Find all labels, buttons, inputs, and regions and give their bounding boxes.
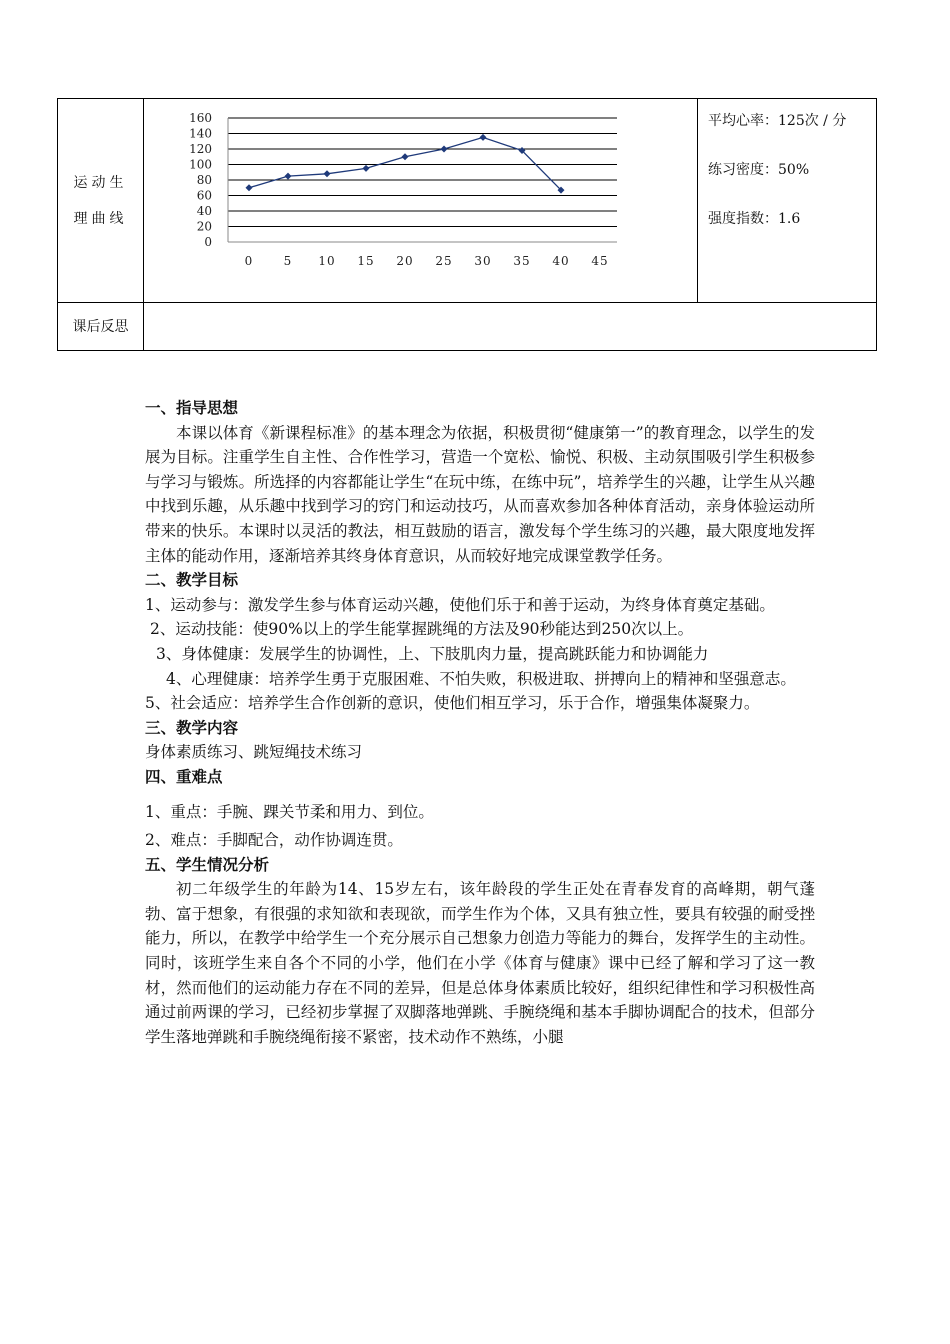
x-tick-label: 5: [283, 254, 293, 268]
section-5-title: 五、学生情况分析: [145, 854, 270, 874]
data-point: [285, 173, 292, 180]
data-point: [402, 153, 409, 160]
lesson-table: [57, 98, 877, 351]
reflection-row: [58, 303, 877, 351]
chart-cell: [144, 99, 698, 303]
y-tick-label: 20: [196, 219, 212, 234]
key-point: 1、重点：手腕、踝关节柔和用力、到位。: [145, 802, 434, 821]
section-1-title: 一、指导思想: [145, 398, 239, 417]
x-tick-label: 25: [435, 254, 453, 268]
student-analysis-text: 初二年级学生的年龄为14、15岁左右，该年龄段的学生正处在青春发育的高峰期，朝气蓬勃、富于想象，有很强的求知欲和表现欲，而学生作为个体，又具有独立性，要具有较强的耐受挫能力，所以，在教学中给学生一个充分展示自己想象力创造力等能力的舞台，发挥学生的主动性。同时，该班学生来自各个不同的小学，他们在小学《体育与健康》课中已经了解和学习了这一教材，然而他们的运动能力存在不同的差异，但是总体身体素质比较好，组织纪律性和学习积极性高通过前两课的学习，已经初步掌握了双脚落地弹跳、手腕绕绳和基本手脚协调配合的技术，但部分学生落地弹跳和手腕绕绳衔接不紧密，技术动作不熟练，小腿: [145, 880, 815, 1046]
x-tick-label: 30: [474, 254, 492, 268]
x-tick-label: 10: [318, 254, 336, 268]
heart-rate-line: [249, 137, 561, 190]
x-tick-label: 15: [357, 254, 375, 268]
avg-heart-rate: 平均心率：125次 / 分: [708, 113, 847, 129]
data-point: [441, 146, 448, 153]
goal-psychology: 4、心理健康：培养学生勇于克服困难、不怕失败，积极进取、拼搏向上的精神和坚强意志。: [166, 669, 796, 688]
reflection-label: 课后反思: [58, 303, 144, 351]
y-tick-label: 140: [189, 126, 212, 141]
x-tick-label: 0: [244, 254, 254, 268]
physiology-curve-row: [58, 99, 877, 303]
goal-participation: 1、运动参与：激发学生参与体育运动兴趣，使他们乐于和善于运动，为终身体育奠定基础。: [145, 595, 775, 614]
section-2-title: 二、教学目标: [145, 570, 239, 590]
section-4-title: 四、重难点: [145, 766, 223, 786]
y-tick-label: 40: [196, 204, 212, 218]
guiding-ideology-text: 本课以体育《新课程标准》的基本理念为依据，积极贯彻“健康第一”的教育理念，以学生的发展为目标。注重学生自主性、合作性学习，营造一个宽松、愉悦、积极、主动氛围吸引学生积极参与学习与锻炼。所选择的内容都能让学生“在玩中练，在练中玩”，培养学生的兴趣，让学生从兴趣中找到乐趣，从乐趣中找到学习的窍门和运动技巧，从而喜欢参加各种体育活动，亲身体验运动所带来的快乐。本课时以灵活的教法，相互鼓励的语言，激发每个学生练习的兴趣，最大限度地发挥主体的能动作用，逐渐培养其终身体育意识，从而较好地完成课堂教学任务。: [145, 423, 815, 565]
y-tick-label: 120: [189, 142, 212, 156]
lesson-plan-body: [145, 396, 815, 1049]
y-tick-label: 0: [204, 235, 212, 249]
x-tick-label: 45: [591, 254, 609, 268]
x-tick-label: 20: [396, 254, 414, 268]
goal-social: 5、社会适应：培养学生合作创新的意识，使他们相互学习，乐于合作，增强集体凝聚力。: [145, 694, 760, 713]
heart-rate-chart: [144, 99, 697, 298]
section-3-title: 三、教学内容: [145, 717, 239, 737]
data-point: [324, 170, 331, 177]
curve-label-cell: [58, 99, 144, 303]
data-point: [246, 184, 253, 191]
reflection-content: [144, 303, 877, 351]
goal-health: 3、身体健康：发展学生的协调性，上、下肢肌肉力量，提高跳跃能力和协调能力: [156, 644, 709, 663]
y-tick-label: 100: [189, 157, 212, 172]
teaching-content-text: 身体素质练习、跳短绳技术练习: [145, 743, 363, 762]
intensity-index: 强度指数：1.6: [708, 211, 801, 227]
stats-cell: [698, 99, 877, 303]
difficult-point: 2、难点：手脚配合，动作协调连贯。: [145, 831, 403, 850]
y-tick-label: 80: [196, 173, 212, 187]
goal-skill: 2、运动技能：使90%以上的学生能掌握跳绳的方法及90秒能达到250次以上。: [150, 620, 694, 639]
exercise-density: 练习密度：50%: [708, 162, 810, 178]
y-tick-label: 160: [189, 111, 212, 125]
x-tick-label: 35: [513, 254, 531, 268]
data-point: [363, 165, 370, 172]
curve-label-line1: 运动生: [73, 174, 128, 191]
y-tick-label: 60: [196, 188, 212, 203]
data-point: [480, 134, 487, 141]
curve-label-line2: 理曲线: [73, 210, 128, 227]
x-tick-label: 40: [552, 254, 570, 268]
